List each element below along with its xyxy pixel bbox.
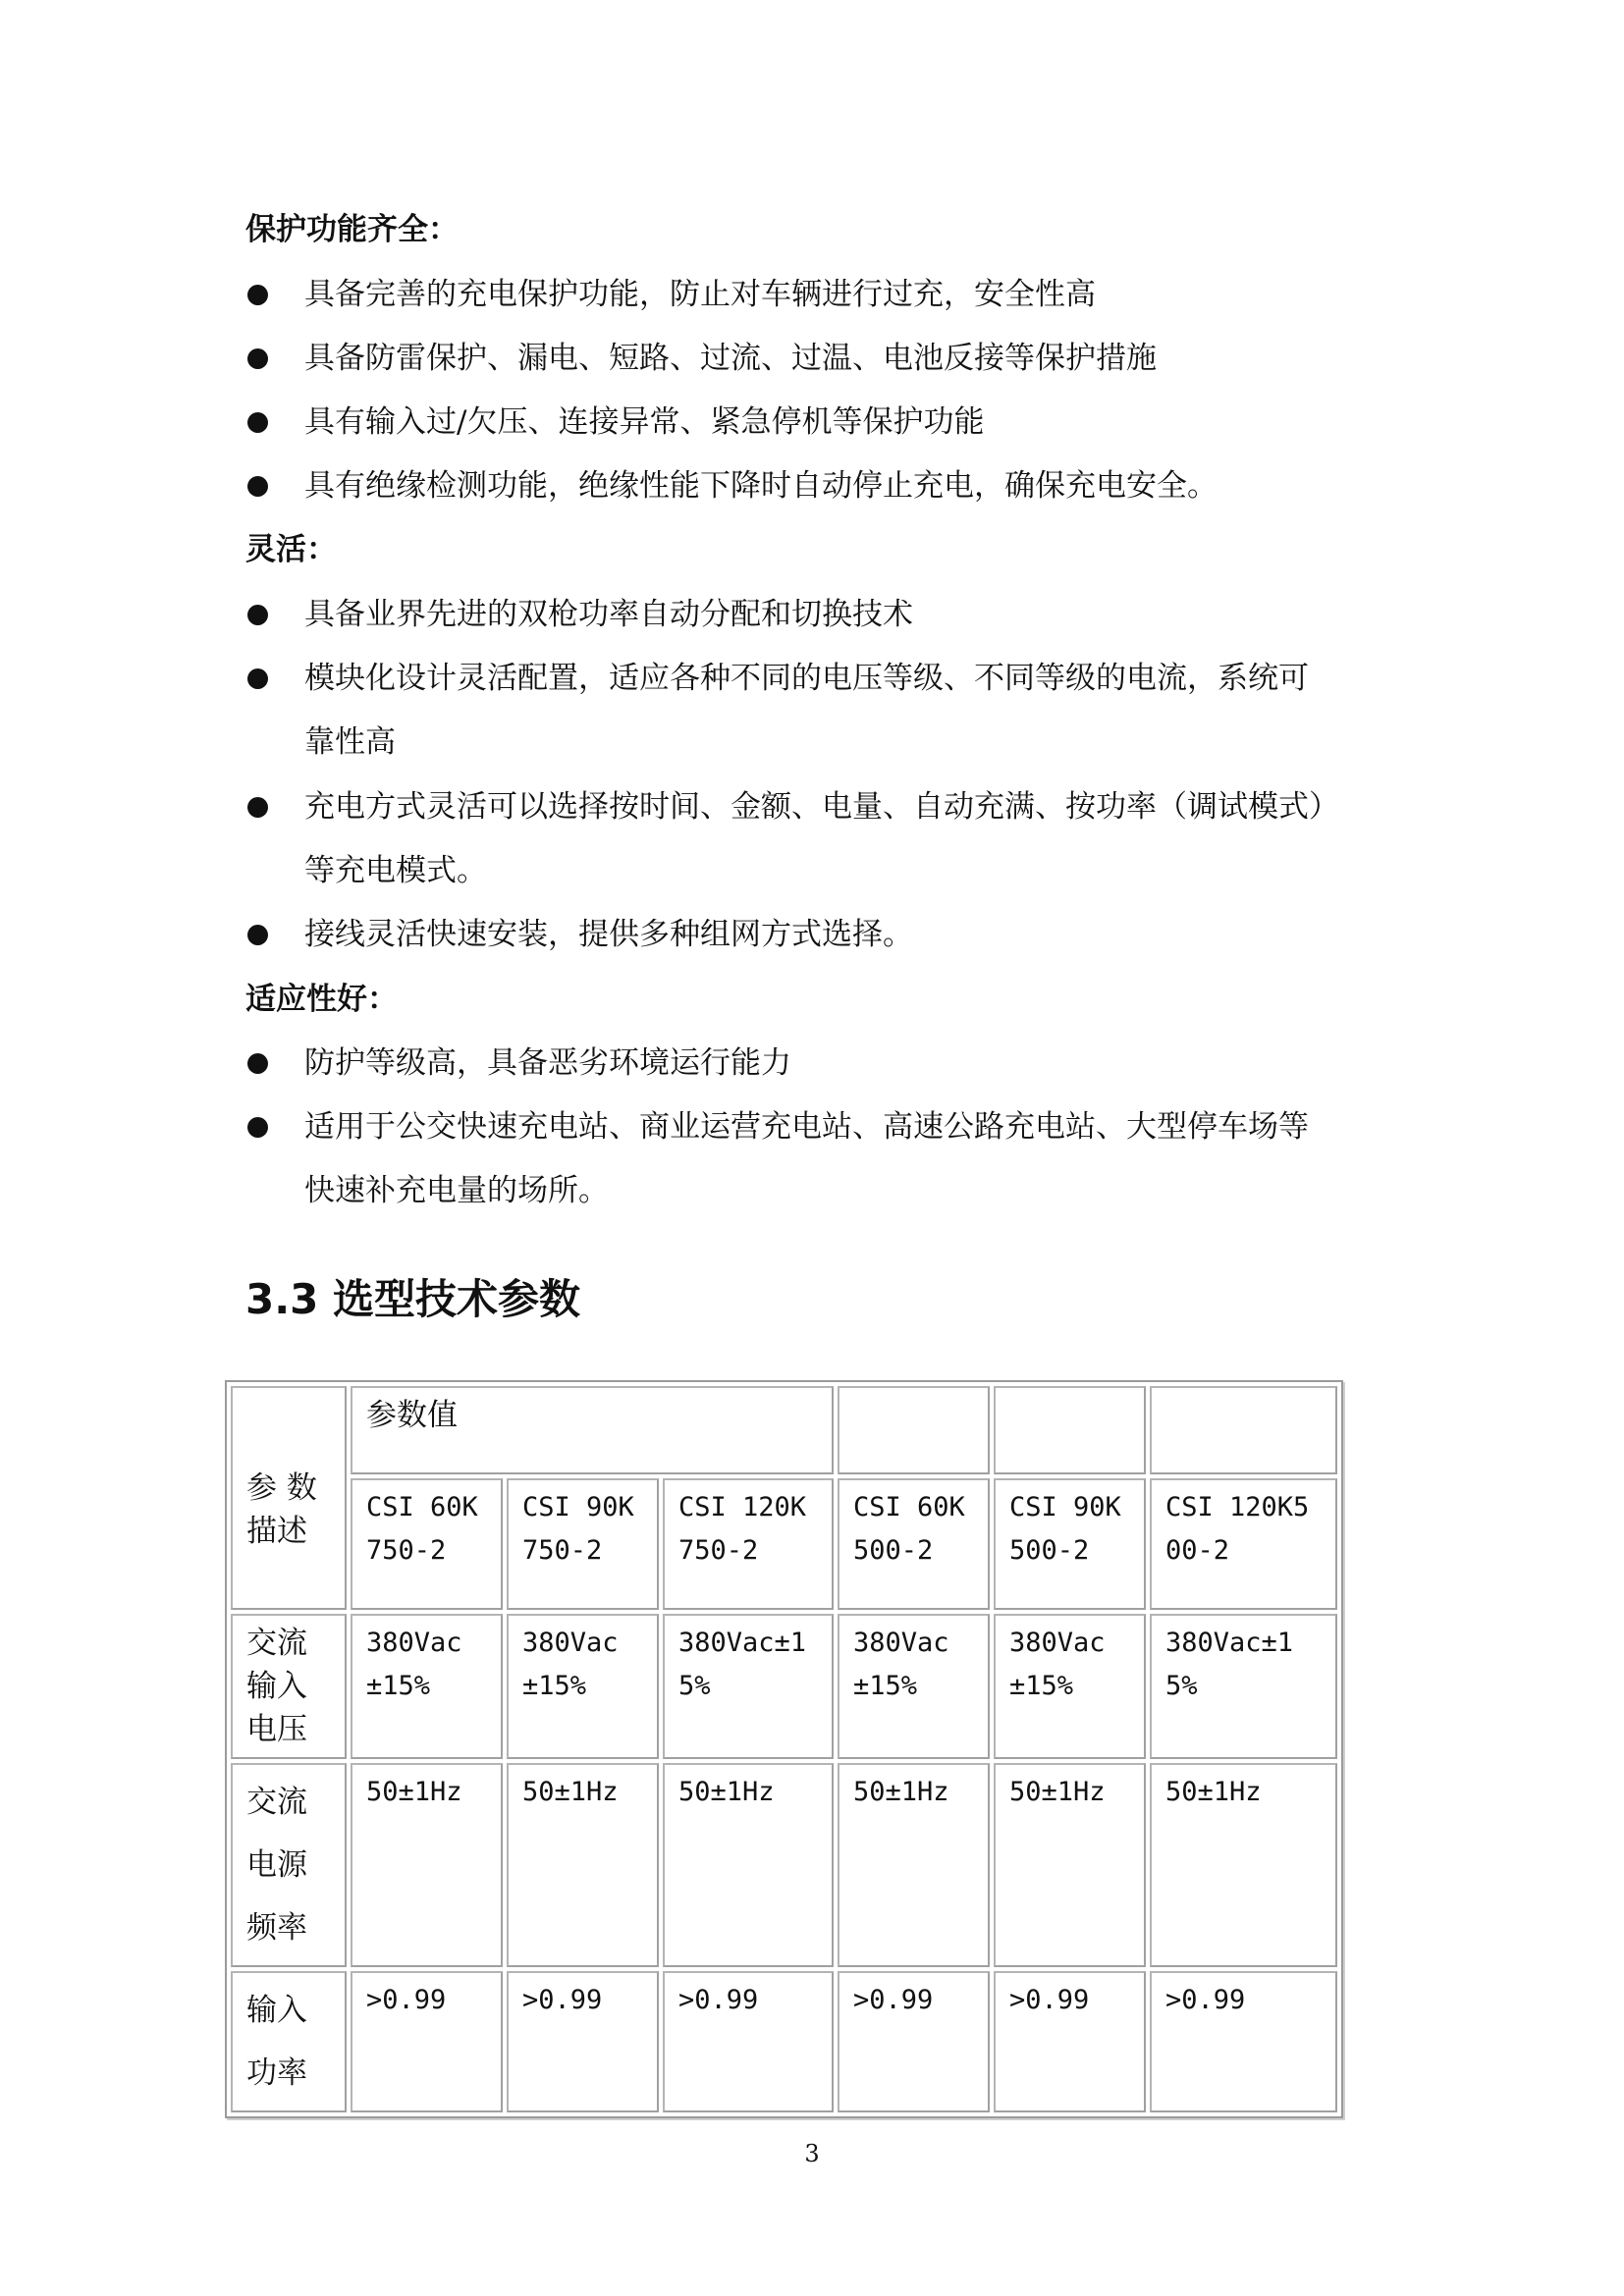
table-cell: 50±1Hz <box>994 1763 1146 1967</box>
row-label: 交流输入电压 <box>231 1614 347 1759</box>
list-item <box>245 454 1394 518</box>
empty-header-cell <box>838 1386 990 1474</box>
bullet-text-continuation: 靠性高 <box>304 724 396 760</box>
model-row <box>231 1478 1337 1610</box>
list-item <box>245 327 1394 391</box>
bullet-text: 具备业界先进的双枪功率自动分配和切换技术 <box>304 597 913 632</box>
section-heading-flexibility: 灵活： <box>245 532 337 567</box>
bullet-dot-icon <box>247 668 268 689</box>
bullet-text: 具有输入过/欠压、连接异常、紧急停机等保护功能 <box>304 404 985 440</box>
bullet-text: 充电方式灵活可以选择按时间、金额、电量、自动充满、按功率（调试模式） <box>304 789 1339 825</box>
table-cell: 50±1Hz <box>1150 1763 1337 1967</box>
page-number: 3 <box>804 2140 820 2167</box>
list-item <box>245 583 1394 647</box>
table-cell: 380Vac±15% <box>1150 1614 1337 1759</box>
spec-table <box>225 1380 1343 2118</box>
group-header: 参数值 <box>351 1386 834 1474</box>
table-cell: 380Vac±15% <box>507 1614 659 1759</box>
row-label: 交流电源频率 <box>231 1763 347 1967</box>
section-heading-adaptability: 适应性好： <box>245 982 398 1017</box>
bullet-dot-icon <box>247 476 268 497</box>
model-name: CSI 90K750-2 <box>507 1478 659 1610</box>
bullet-text: 具有绝缘检测功能，绝缘性能下降时自动停止充电，确保充电安全。 <box>304 468 1218 504</box>
list-item <box>245 775 1394 903</box>
table-cell: 380Vac±15% <box>351 1614 503 1759</box>
table-row <box>231 1614 1337 1759</box>
table-cell: 380Vac±15% <box>838 1614 990 1759</box>
empty-header-cell <box>1150 1386 1337 1474</box>
table-row <box>231 1971 1337 2112</box>
bullet-dot-icon <box>247 285 268 305</box>
table-cell: >0.99 <box>994 1971 1146 2112</box>
list-item <box>245 1032 1394 1095</box>
table-row <box>231 1763 1337 1967</box>
model-name: CSI 90K500-2 <box>994 1478 1146 1610</box>
bullet-dot-icon <box>247 797 268 818</box>
bullet-text: 具备防雷保护、漏电、短路、过流、过温、电池反接等保护措施 <box>304 341 1157 376</box>
section-heading-protection: 保护功能齐全： <box>245 212 459 247</box>
bullet-dot-icon <box>247 925 268 945</box>
table-cell: 380Vac±15% <box>994 1614 1146 1759</box>
row-label: 输入功率 <box>231 1971 347 2112</box>
bullet-text: 防护等级高，具备恶劣环境运行能力 <box>304 1045 791 1081</box>
chapter-heading: 3.3 选型技术参数 <box>245 1275 581 1323</box>
table-cell: 50±1Hz <box>351 1763 503 1967</box>
table-cell: 50±1Hz <box>507 1763 659 1967</box>
list-item <box>245 263 1394 327</box>
list-item <box>245 647 1394 774</box>
table-cell: >0.99 <box>838 1971 990 2112</box>
table-cell: >0.99 <box>1150 1971 1337 2112</box>
table-header-row <box>231 1386 1337 1474</box>
table-cell: >0.99 <box>351 1971 503 2112</box>
bullet-dot-icon <box>247 1053 268 1074</box>
list-item <box>245 903 1394 967</box>
list-item <box>245 1095 1394 1223</box>
model-name: CSI 60K500-2 <box>838 1478 990 1610</box>
bullet-text: 具备完善的充电保护功能，防止对车辆进行过充，安全性高 <box>304 277 1096 312</box>
list-item <box>245 391 1394 454</box>
bullet-text: 适用于公交快速充电站、商业运营充电站、高速公路充电站、大型停车场等 <box>304 1109 1309 1145</box>
bullet-text: 模块化设计灵活配置，适应各种不同的电压等级、不同等级的电流，系统可 <box>304 661 1309 696</box>
model-name: CSI 60K750-2 <box>351 1478 503 1610</box>
model-name: CSI 120K750-2 <box>663 1478 834 1610</box>
model-name: CSI 120K500-2 <box>1150 1478 1337 1610</box>
bullet-dot-icon <box>247 348 268 369</box>
bullet-text-continuation: 等充电模式。 <box>304 853 487 888</box>
bullet-text: 接线灵活快速安装，提供多种组网方式选择。 <box>304 917 913 952</box>
bullet-dot-icon <box>247 1117 268 1138</box>
table-cell: 380Vac±15% <box>663 1614 834 1759</box>
bullet-dot-icon <box>247 605 268 625</box>
bullet-dot-icon <box>247 412 268 433</box>
table-cell: 50±1Hz <box>838 1763 990 1967</box>
empty-header-cell <box>994 1386 1146 1474</box>
bullet-text-continuation: 快速补充电量的场所。 <box>304 1173 609 1208</box>
table-cell: >0.99 <box>663 1971 834 2112</box>
corner-label: 参 数描述 <box>231 1386 347 1610</box>
table-cell: 50±1Hz <box>663 1763 834 1967</box>
table-cell: >0.99 <box>507 1971 659 2112</box>
